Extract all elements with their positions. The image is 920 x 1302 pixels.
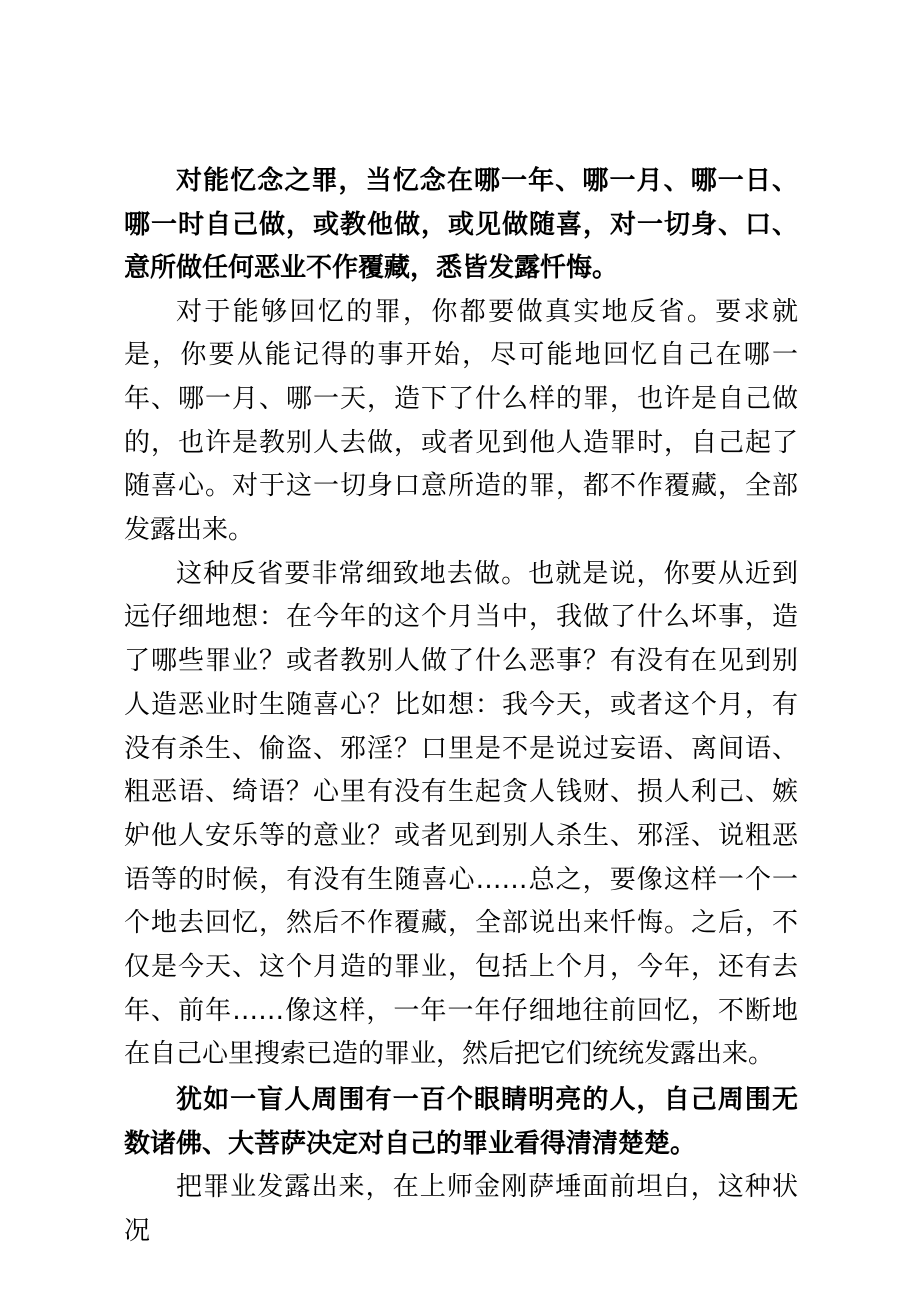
commentary-paragraph-1: 对于能够回忆的罪，你都要做真实地反省。要求就是，你要从能记得的事开始，尽可能地回忆自己在哪一年、哪一月、哪一天，造下了什么样的罪，也许是自己做的，也许是教别人去做，或者见到他人造罪时，自己起了随喜心。对于这一切身口意所造的罪，都不作覆藏，全部发露出来。 — [124, 296, 798, 546]
commentary-paragraph-2: 这种反省要非常细致地去做。也就是说，你要从近到远仔细地想：在今年的这个月当中，我做了什么坏事，造了哪些罪业？或者教别人做了什么恶事？有没有在见到别人造恶业时生随喜心？比如想：我今天，或者这个月，有没有杀生、偷盗、邪淫？口里是不是说过妄语、离间语、粗恶语、绮语？心里有没有生起贪人钱财、损人利己、嫉妒他人安乐等的意业？或者见到别人杀生、邪淫、说粗恶语等的时候，有没有生随喜心……总之，要像这样一个一个地去回忆，然后不作覆藏，全部说出来忏悔。之后，不仅是今天、这个月造的罪业，包括上个月，今年，还有去年、前年……像这样，一年一年仔细地往前回忆，不断地在自己心里搜索已造的罪业，然后把它们统统发露出来。 — [124, 558, 798, 1070]
document-page — [124, 160, 798, 1254]
commentary-paragraph-3: 把罪业发露出来，在上师金刚萨埵面前坦白，这种状况 — [124, 1172, 798, 1246]
bold-verse-paragraph-2: 犹如一盲人周围有一百个眼睛明亮的人，自己周围无数诸佛、大菩萨决定对自己的罪业看得清清楚楚。 — [124, 1085, 798, 1159]
bold-verse-paragraph-1: 对能忆念之罪，当忆念在哪一年、哪一月、哪一日、哪一时自己做，或教他做，或见做随喜，对一切身、口、意所做任何恶业不作覆藏，悉皆发露忏悔。 — [124, 166, 798, 283]
